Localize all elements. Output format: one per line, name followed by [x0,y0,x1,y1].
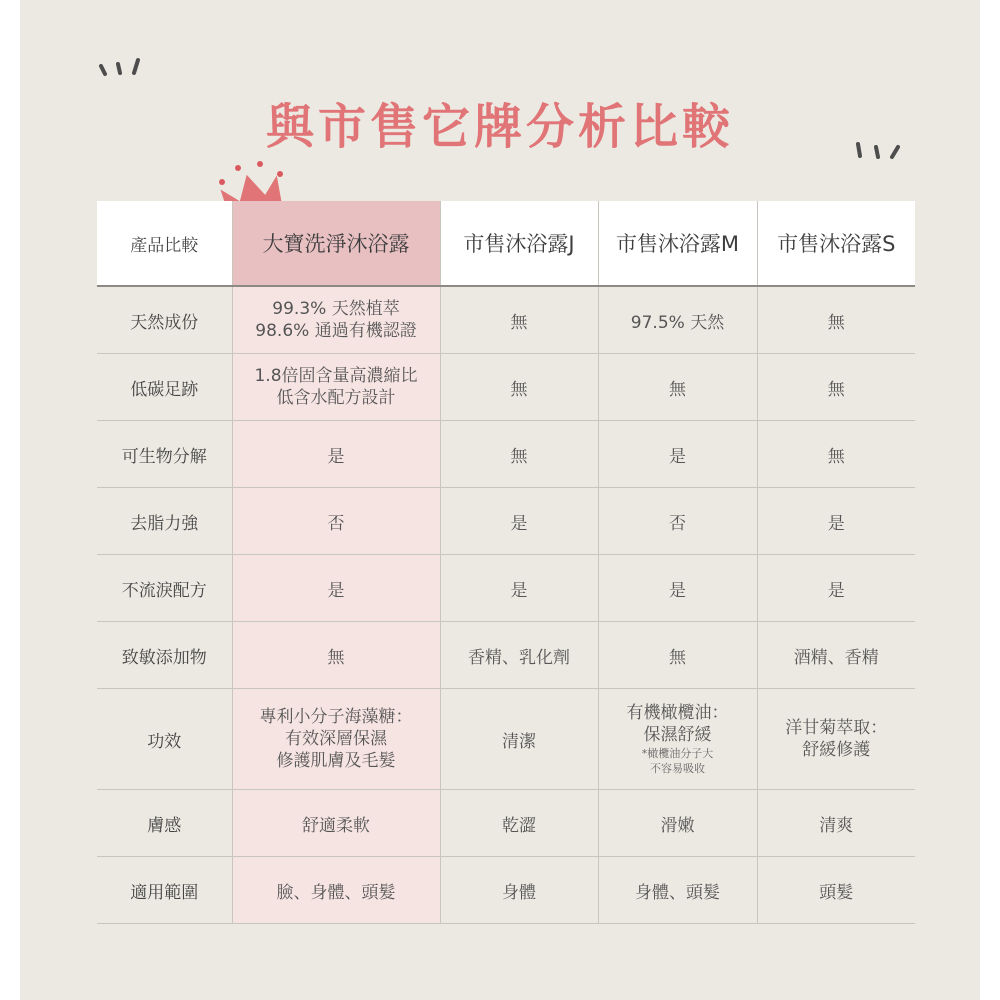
row-label: 膚感 [97,790,232,857]
corner-label: 產品比較 [97,201,232,286]
footnote: *橄欖油分子大 [641,747,714,760]
table-cell: 是 [440,488,598,555]
table-cell: 是 [598,421,757,488]
table-cell: 無 [598,622,757,689]
table-row [97,689,915,790]
table-cell: 身體 [440,857,598,924]
table-cell: 無 [232,622,440,689]
table-cell: 無 [757,421,915,488]
table-row [97,555,915,622]
table-cell: 無 [757,354,915,421]
table-cell: 否 [598,488,757,555]
table-cell: 是 [232,555,440,622]
table-row [97,286,915,354]
table-cell: 乾澀 [440,790,598,857]
table-cell: 專利小分子海藻糖： 有效深層保濕 修護肌膚及毛髮 [232,689,440,790]
table-cell: 是 [232,421,440,488]
table-row [97,421,915,488]
table-cell: 1.8倍固含量高濃縮比 低含水配方設計 [232,354,440,421]
footnote: 不容易吸收 [650,762,705,775]
table-cell: 是 [757,555,915,622]
column-header-j: 市售沐浴露J [440,201,598,286]
comparison-table [97,201,915,924]
table-cell: 無 [440,421,598,488]
table-cell: 舒適柔軟 [232,790,440,857]
row-label: 天然成份 [97,286,232,354]
table-cell: 酒精、香精 [757,622,915,689]
table-cell: 頭髮 [757,857,915,924]
table-cell: 是 [440,555,598,622]
table-row [97,857,915,924]
sparkle-lines-icon [96,56,146,80]
table-header-row [97,201,915,286]
table-cell: 臉、身體、頭髮 [232,857,440,924]
table-cell: 99.3% 天然植萃 98.6% 通過有機認證 [232,286,440,354]
column-header-m: 市售沐浴露M [598,201,757,286]
table-cell: 97.5% 天然 [598,286,757,354]
table-row [97,354,915,421]
table-cell: 是 [757,488,915,555]
row-label: 不流淚配方 [97,555,232,622]
table-cell: 無 [598,354,757,421]
row-label: 致敏添加物 [97,622,232,689]
table-cell: 無 [757,286,915,354]
table-cell: 否 [232,488,440,555]
table-cell: 洋甘菊萃取： 舒緩修護 [757,689,915,790]
table-cell: 有機橄欖油： 保濕舒緩 *橄欖油分子大 不容易吸收 [598,689,757,790]
row-label: 可生物分解 [97,421,232,488]
row-label: 功效 [97,689,232,790]
table-cell: 清爽 [757,790,915,857]
table-row [97,790,915,857]
table-cell: 身體、頭髮 [598,857,757,924]
table-cell: 滑嫩 [598,790,757,857]
table-cell: 香精、乳化劑 [440,622,598,689]
table-cell: 無 [440,354,598,421]
row-label: 低碳足跡 [97,354,232,421]
table-cell: 是 [598,555,757,622]
page-title: 與市售它牌分析比較 [265,99,734,155]
table-cell: 無 [440,286,598,354]
table-row [97,622,915,689]
row-label: 適用範圍 [97,857,232,924]
column-header-s: 市售沐浴露S [757,201,915,286]
column-header-brand: 大寶洗淨沐浴露 [232,201,440,286]
table-row [97,488,915,555]
row-label: 去脂力強 [97,488,232,555]
table-cell: 清潔 [440,689,598,790]
